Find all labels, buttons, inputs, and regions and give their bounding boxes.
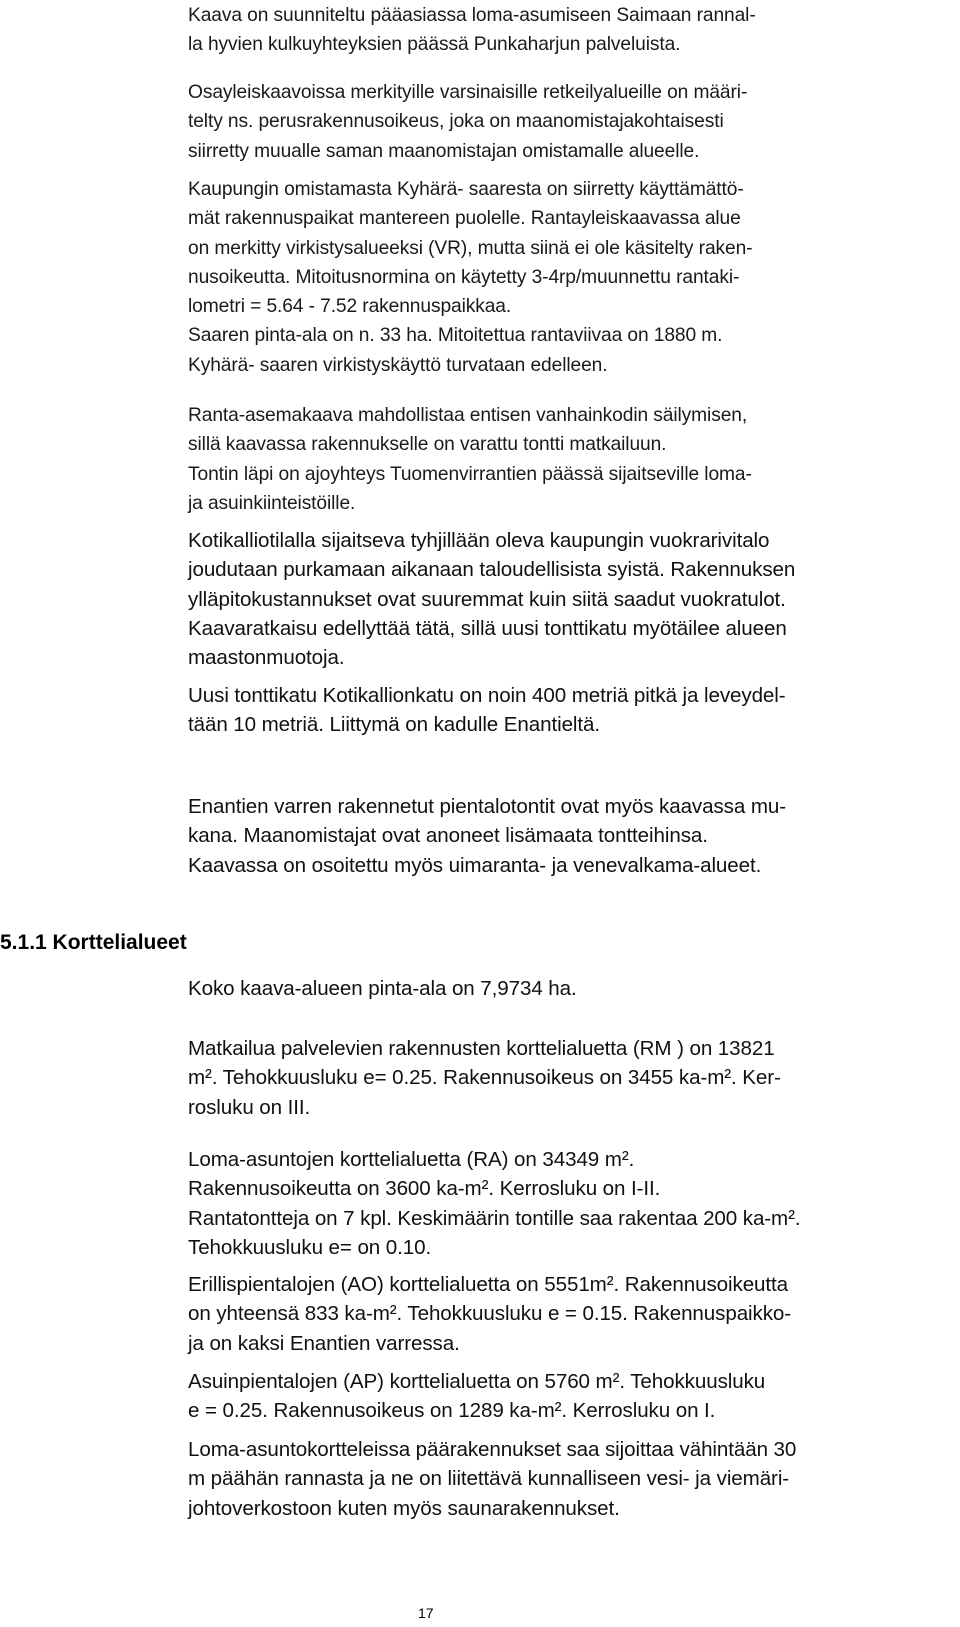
paragraph-kotikallio	[188, 526, 940, 672]
text-line: e = 0.25. Rakennusoikeus on 1289 ka-m². Kerrosluku on I.	[188, 1399, 716, 1423]
text-line: Kaavassa on osoitettu myös uimaranta- ja venevalkama-alueet.	[188, 853, 762, 877]
paragraph-vanhainkoti	[188, 401, 940, 518]
text-line: ja on kaksi Enantien varressa.	[188, 1331, 460, 1355]
text-line: maastonmuotoja.	[188, 646, 345, 670]
text-line: Uusi tonttikatu Kotikallionkatu on noin 400 metriä pitkä ja leveydel-	[188, 684, 786, 707]
text-line: Tehokkuusluku e= on 0.10.	[188, 1235, 432, 1259]
text-line: Loma-asuntojen korttelialuetta (RA) on 34349 m².	[188, 1148, 635, 1171]
text-line: Kyhärä- saaren virkistyskäyttö turvataan edelleen.	[188, 354, 608, 376]
text-line: Ranta-asemakaava mahdollistaa entisen vanhainkodin säilymisen,	[188, 405, 748, 426]
text-line: Enantien varren rakennetut pientalotontit ovat myös kaavassa mu-	[188, 795, 787, 818]
text-line: m². Tehokkuusluku e= 0.25. Rakennusoikeus on 3455 ka-m². Ker-	[188, 1066, 781, 1090]
paragraph-intro	[188, 1, 940, 60]
text-line: rosluku on III.	[188, 1095, 311, 1119]
paragraph-retkeilyalueet	[188, 78, 940, 166]
text-line: Kaupungin omistamasta Kyhärä- saaresta on siirretty käyttämättö-	[188, 179, 744, 200]
text-line: Asuinpientalojen (AP) korttelialuetta on 5760 m². Tehokkuusluku	[188, 1370, 766, 1393]
text-line: johtoverkostoon kuten myös saunarakennukset.	[188, 1496, 620, 1520]
text-line: Saaren pinta-ala on n. 33 ha. Mitoitettua rantaviivaa on 1880 m.	[188, 325, 723, 347]
paragraph-ap	[188, 1367, 940, 1426]
text-line: ylläpitokustannukset ovat suuremmat kuin siitä saadut vuokratulot.	[188, 587, 786, 611]
paragraph-tonttikatu	[188, 681, 940, 740]
section-heading: 5.1.1 Korttelialueet	[0, 931, 187, 954]
text-line: telty ns. perusrakennusoikeus, joka on maanomistajakohtaisesti	[188, 111, 724, 133]
text-line: la hyvien kulkuyhteyksien päässä Punkaharjun palveluista.	[188, 34, 681, 56]
text-line: on merkitty virkistysalueeksi (VR), mutta siinä ei ole käsitelty raken-	[188, 237, 753, 259]
text-line: Osayleiskaavoissa merkityille varsinaisille retkeilyalueille on määri-	[188, 82, 748, 103]
paragraph-kyhara	[188, 175, 940, 380]
text-line: Matkailua palvelevien rakennusten korttelialuetta (RM ) on 13821	[188, 1037, 775, 1060]
paragraph-loma-asunto	[188, 1435, 940, 1523]
text-line: Kaavaratkaisu edellyttää tätä, sillä uusi tonttikatu myötäilee alueen	[188, 616, 787, 640]
text-line: Rantatontteja on 7 kpl. Keskimäärin tontille saa rakentaa 200 ka-m².	[188, 1206, 801, 1230]
paragraph-rm	[188, 1034, 940, 1122]
text-line: ja asuinkiinteistöille.	[188, 492, 356, 514]
paragraph-ra	[188, 1145, 940, 1262]
text-line: Rakennusoikeutta on 3600 ka-m². Kerrosluku on I-II.	[188, 1177, 661, 1201]
text-line: Loma-asuntokortteleissa päärakennukset saa sijoittaa vähintään 30	[188, 1438, 797, 1461]
text-line: nusoikeutta. Mitoitusnormina on käytetty 3-4rp/muunnettu rantaki-	[188, 266, 740, 288]
text-line: Tontin läpi on ajoyhteys Tuomenvirrantien päässä sijaitseville loma-	[188, 463, 752, 485]
paragraph-ao	[188, 1270, 940, 1358]
text-line: Koko kaava-alueen pinta-ala on 7,9734 ha.	[188, 977, 577, 1000]
text-line: tään 10 metriä. Liittymä on kadulle Enantieltä.	[188, 713, 600, 737]
text-line: joudutaan purkamaan aikanaan taloudellisista syistä. Rakennuksen	[188, 558, 796, 582]
text-line: on yhteensä 833 ka-m². Tehokkuusluku e = 0.15. Rakennuspaikko-	[188, 1302, 792, 1326]
text-line: lometri = 5.64 - 7.52 rakennuspaikkaa.	[188, 296, 512, 318]
text-line: Kotikalliotilalla sijaitseva tyhjillään oleva kaupungin vuokrarivitalo	[188, 529, 770, 552]
text-line: mät rakennuspaikat mantereen puolelle. Rantayleiskaavassa alue	[188, 208, 741, 230]
text-line: Erillispientalojen (AO) korttelialuetta on 5551m². Rakennusoikeutta	[188, 1273, 788, 1296]
paragraph-enantie	[188, 792, 940, 880]
text-line: m päähän rannasta ja ne on liitettävä kunnalliseen vesi- ja viemäri-	[188, 1467, 790, 1491]
paragraph-pinta-ala	[188, 974, 940, 1003]
text-line: kana. Maanomistajat ovat anoneet lisämaata tontteihinsa.	[188, 824, 708, 848]
text-line: siirretty muualle saman maanomistajan omistamalle alueelle.	[188, 140, 700, 162]
text-line: sillä kaavassa rakennukselle on varattu tontti matkailuun.	[188, 434, 667, 456]
page-number: 17	[418, 1605, 434, 1621]
text-line: Kaava on suunniteltu pääasiassa loma-asumiseen Saimaan rannal-	[188, 5, 756, 26]
